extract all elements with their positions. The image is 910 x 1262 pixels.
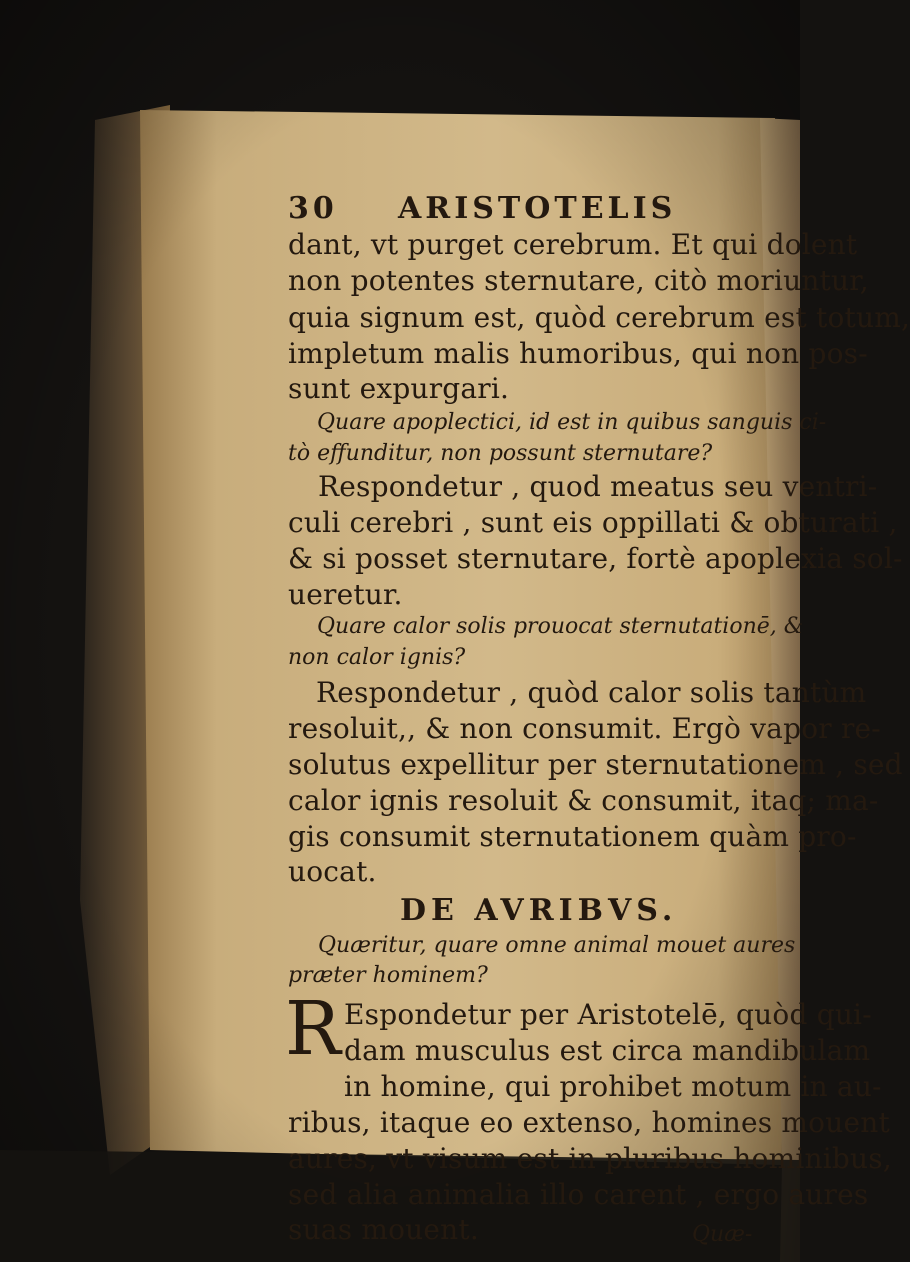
text-line: gis consumit sternutationem quàm pro-	[288, 820, 857, 853]
text-line: solutus expellitur per sternutationem , sed	[288, 748, 903, 781]
drop-cap: R	[285, 986, 341, 1072]
question-line: tò effunditur, non possunt sternutare?	[288, 441, 713, 466]
text-line: ribus, itaque eo extenso, homines mouent	[288, 1106, 890, 1139]
text-line: dam musculus est circa mandibulam	[344, 1034, 871, 1067]
text-line: Respondetur , quòd calor solis tantùm	[316, 676, 867, 709]
question-line: Quare calor solis prouocat sternutationē, &	[317, 614, 804, 639]
text-line: aures, vt visum est in pluribus hominibus,	[288, 1142, 892, 1175]
text-line: sed alia animalia illo carent , ergo aures	[288, 1178, 869, 1211]
question-line: Quare apoplectici, id est in quibus sanguis ci-	[317, 410, 827, 435]
running-head: ARISTOTELIS	[398, 191, 677, 226]
text-line: resoluit,, & non consumit. Ergò vapor re-	[288, 712, 881, 745]
text-line: ueretur.	[288, 578, 403, 611]
catchword: Quæ-	[692, 1222, 753, 1247]
text-line: calor ignis resoluit & consumit, itaq; ma-	[288, 784, 879, 817]
text-line: non potentes sternutare, citò moriuntur,	[288, 264, 869, 297]
question-line: præter hominem?	[288, 963, 488, 988]
text-line: in homine, qui prohibet motum in au-	[344, 1070, 882, 1103]
text-line: dant, vt purget cerebrum. Et qui dolent	[288, 228, 858, 261]
text-line: quia signum est, quòd cerebrum est totum,	[288, 301, 910, 334]
question-line: non calor ignis?	[288, 645, 466, 670]
text-line: suas mouent.	[288, 1213, 479, 1246]
text-line: culi cerebri , sunt eis oppillati & obturati ,	[288, 506, 898, 539]
text-line: uocat.	[288, 855, 377, 888]
text-line: impletum malis humoribus, qui non pos-	[288, 337, 868, 370]
text-line: Espondetur per Aristotelē, quòd qui-	[344, 998, 872, 1031]
question-line: Quæritur, quare omne animal mouet aures	[318, 933, 796, 958]
text-line: sunt expurgari.	[288, 372, 510, 405]
text-line: & si posset sternutare, fortè apoplexia sol-	[288, 542, 903, 575]
text-line: Respondetur , quod meatus seu ventri-	[318, 470, 878, 503]
section-heading: DE AVRIBVS.	[400, 893, 678, 928]
page-number: 30	[288, 191, 338, 226]
